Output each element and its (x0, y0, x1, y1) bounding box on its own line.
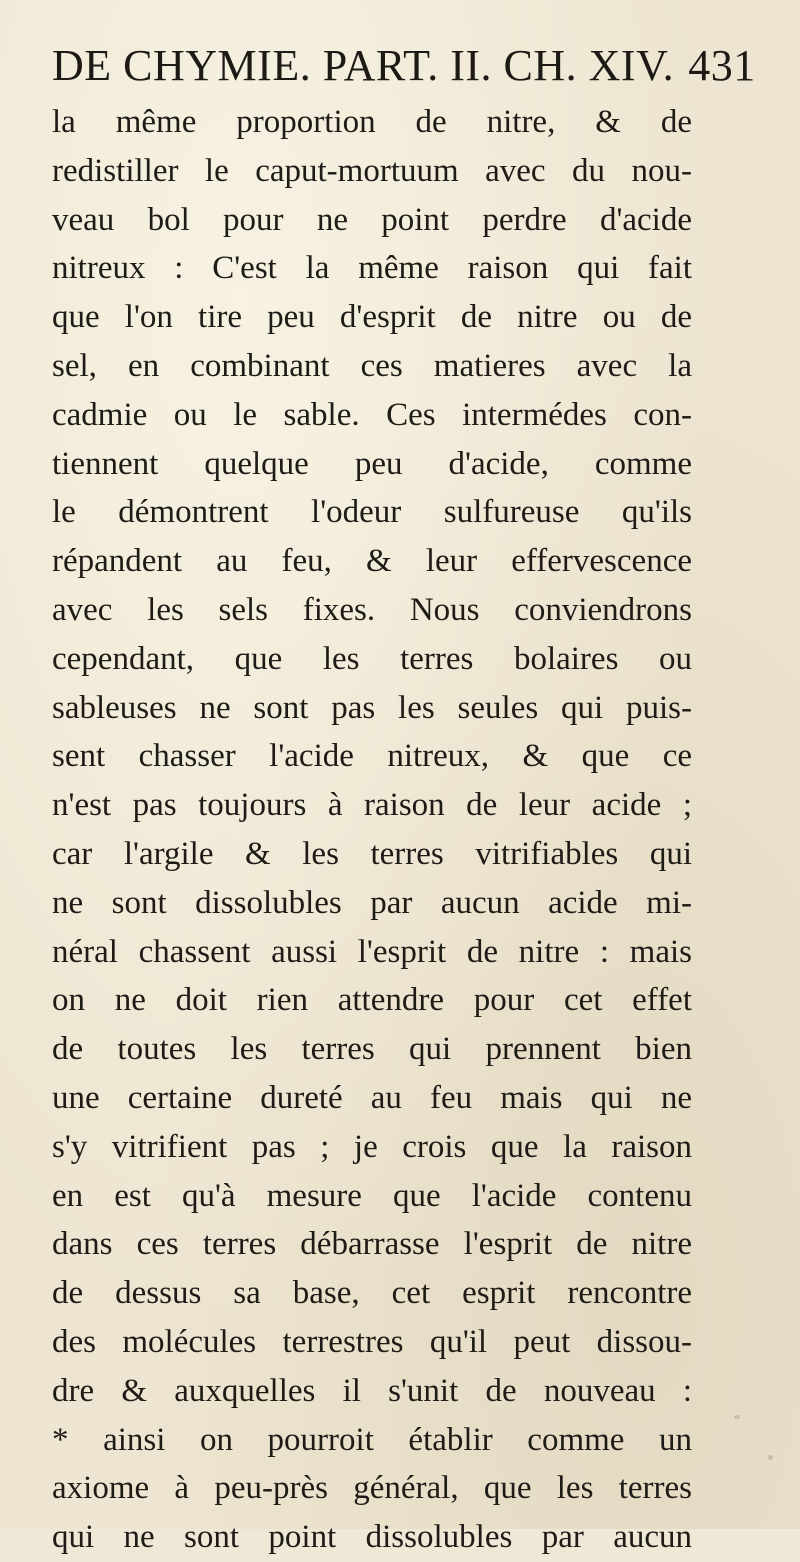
paper-speck (768, 1455, 773, 1460)
text-line: tiennent quelque peu d'acide, comme (52, 445, 692, 482)
text-line: la même proportion de nitre, & de (52, 104, 692, 140)
text-line: n'est pas toujours à raison de leur acide ; (52, 787, 692, 824)
text-line: le démontrent l'odeur sulfureuse qu'ils (52, 494, 692, 531)
text-line: néral chassent aussi l'esprit de nitre : mais (52, 933, 692, 970)
text-line: sent chasser l'acide nitreux, & que ce (52, 738, 692, 775)
text-line: sableuses ne sont pas les seules qui puis- (52, 689, 692, 726)
text-line: cadmie ou le sable. Ces intermédes con- (52, 396, 692, 433)
body-text (52, 98, 692, 1562)
page-number: 431 (688, 41, 756, 90)
text-line: ne sont dissolubles par aucun acide mi- (52, 884, 692, 921)
text-line: cependant, que les terres bolaires ou (52, 640, 692, 677)
text-line: axiome à peu-près général, que les terres (52, 1470, 692, 1507)
text-line: une certaine dureté au feu mais qui ne (52, 1079, 692, 1116)
text-line: car l'argile & les terres vitrifiables qui (52, 835, 692, 872)
text-line: * ainsi on pourroit établir comme un (52, 1421, 692, 1458)
text-line: sel, en combinant ces matieres avec la (52, 347, 692, 384)
text-line: que l'on tire peu d'esprit de nitre ou de (52, 299, 692, 336)
text-line: en est qu'à mesure que l'acide contenu (52, 1177, 692, 1214)
running-head-title: DE CHYMIE. PART. II. CH. XIV. (52, 41, 675, 90)
text-line: redistiller le caput-mortuum avec du nou- (52, 152, 692, 189)
text-line: des molécules terrestres qu'il peut dissou- (52, 1323, 692, 1360)
text-line: on ne doit rien attendre pour cet effet (52, 982, 692, 1019)
text-line: de dessus sa base, cet esprit rencontre (52, 1275, 692, 1312)
paper-speck (734, 1415, 740, 1419)
running-head (52, 36, 756, 96)
text-line: de toutes les terres qui prennent bien (52, 1031, 692, 1068)
text-line: nitreux : C'est la même raison qui fait (52, 250, 692, 287)
text-line: répandent au feu, & leur effervescence (52, 543, 692, 580)
text-line: avec les sels fixes. Nous conviendrons (52, 591, 692, 628)
text-line: veau bol pour ne point perdre d'acide (52, 201, 692, 238)
text-line: dre & auxquelles il s'unit de nouveau : (52, 1372, 692, 1409)
text-line: s'y vitrifient pas ; je crois que la raison (52, 1128, 692, 1165)
text-line: dans ces terres débarrasse l'esprit de nitre (52, 1226, 692, 1263)
text-line: qui ne sont point dissolubles par aucun (52, 1519, 692, 1556)
